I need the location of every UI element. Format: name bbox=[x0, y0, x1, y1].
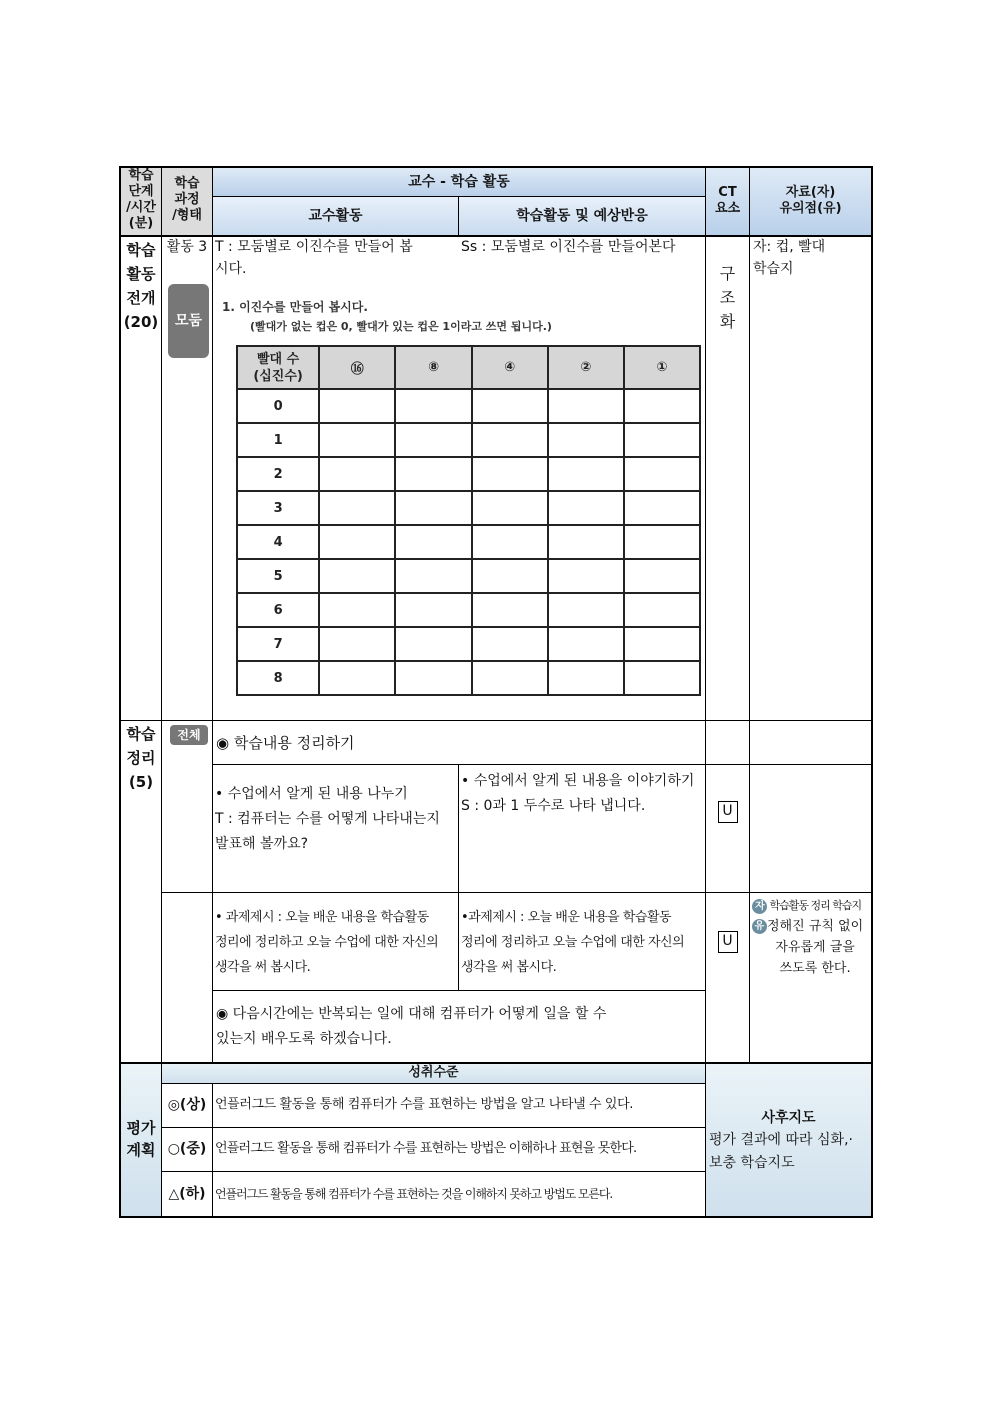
summary-ct-2 bbox=[706, 930, 749, 953]
ct-box: U bbox=[718, 801, 738, 823]
header-process: 학습 과정 /형태 bbox=[172, 176, 202, 223]
col-header-16: ⑯ bbox=[319, 346, 395, 389]
dev-stage: 학습 활동 전개 (20) bbox=[123, 241, 159, 331]
summary-ct-1 bbox=[706, 800, 749, 823]
row-label: 1 bbox=[237, 423, 319, 457]
yu-icon: 유 bbox=[752, 919, 767, 934]
eval-level-label: △(하) bbox=[168, 1186, 206, 1202]
col-header-decimal: 빨대 수 (십진수) bbox=[237, 346, 319, 389]
dev-ct: 구 조 화 bbox=[719, 264, 736, 331]
material-ja: 학습활동 정리 학습지 bbox=[769, 899, 862, 912]
header-materials: 자료(자) 유의점(유) bbox=[779, 185, 842, 216]
row-label: 4 bbox=[237, 525, 319, 559]
row-label: 0 bbox=[237, 389, 319, 423]
eval-stage: 평가 계획 bbox=[126, 1119, 156, 1159]
dev-student: Ss : 모둠별로 이진수를 만들어본다 bbox=[461, 239, 676, 255]
summary-student-2: •과제제시 : 오늘 배운 내용을 학습활동 정리에 정리하고 오늘 수업에 대한 자신의 생각을 써 봅시다. bbox=[461, 910, 685, 975]
summary-teacher-2: • 과제제시 : 오늘 배운 내용을 학습활동 정리에 정리하고 오늘 수업에 대한 자신의 생각을 써 봅시다. bbox=[215, 910, 439, 975]
row-label: 6 bbox=[237, 593, 319, 627]
eval-level-label: ◎(상) bbox=[167, 1097, 207, 1113]
row-label: 2 bbox=[237, 457, 319, 491]
eval-followup-text: 평가 결과에 따라 심화,· 보충 학습지도 bbox=[709, 1132, 853, 1171]
binary-worksheet-table bbox=[236, 345, 701, 696]
worksheet-title: 1. 이진수를 만들어 봅시다. bbox=[222, 300, 368, 314]
material-yu: 정해진 규칙 없이 자유롭게 글을 쓰도록 한다. bbox=[767, 919, 864, 976]
ja-icon: 자 bbox=[752, 899, 767, 914]
eval-criteria-title: 성취수준 bbox=[408, 1065, 459, 1080]
header-teacher-activity: 교수활동 bbox=[308, 208, 363, 224]
dev-teacher: T : 모둠별로 이진수를 만들어 봅 시다. bbox=[215, 239, 413, 277]
eval-level-label: ○(중) bbox=[167, 1141, 207, 1157]
row-label: 8 bbox=[237, 661, 319, 695]
col-header-1: ① bbox=[624, 346, 700, 389]
eval-level-text: 언플러그드 활동을 통해 컴퓨터가 수를 표현하는 방법은 이해하나 표현을 못한다. bbox=[215, 1141, 637, 1156]
header-stage: 학습 단계 /시간 (분) bbox=[126, 168, 156, 231]
header-ct: CT 요소 bbox=[714, 185, 741, 216]
summary-student-1: • 수업에서 알게 된 내용을 이야기하기 S : 0과 1 두수로 나타 냅니다. bbox=[461, 773, 695, 814]
eval-level-text: 언플러그드 활동을 통해 컴퓨터가 수를 표현하는 것을 이해하지 못하고 방법도 모른다. bbox=[215, 1187, 613, 1201]
row-label: 3 bbox=[237, 491, 319, 525]
row-label: 7 bbox=[237, 627, 319, 661]
eval-followup-title: 사후지도 bbox=[761, 1110, 816, 1126]
dev-form-badge: 모둠 bbox=[168, 284, 209, 358]
material-ja-line bbox=[752, 895, 870, 916]
col-header-2: ② bbox=[548, 346, 624, 389]
eval-level-text: 언플러그드 활동을 통해 컴퓨터가 수를 표현하는 방법을 알고 나타낼 수 있다. bbox=[215, 1097, 633, 1112]
summary-closing: ◉ 다음시간에는 반복되는 일에 대해 컴퓨터가 어떻게 일을 할 수 있는지 배우도록 하겠습니다. bbox=[216, 1006, 607, 1047]
material-yu-line bbox=[752, 916, 870, 979]
col-header-8: ⑧ bbox=[395, 346, 471, 389]
dev-materials: 자: 컵, 빨대 학습지 bbox=[753, 239, 826, 277]
col-header-4: ④ bbox=[472, 346, 548, 389]
row-label: 5 bbox=[237, 559, 319, 593]
dev-activity-no: 활동 3 bbox=[166, 239, 208, 255]
ct-box: U bbox=[718, 931, 738, 953]
summary-title: ◉ 학습내용 정리하기 bbox=[216, 734, 355, 752]
summary-badge: 전체 bbox=[170, 725, 208, 745]
summary-teacher-1: • 수업에서 알게 된 내용 나누기 T : 컴퓨터는 수를 어떻게 나타내는지 발표해 볼까요? bbox=[215, 786, 440, 852]
header-activity: 교수 - 학습 활동 bbox=[408, 174, 510, 190]
worksheet-note: (빨대가 없는 컵은 0, 빨대가 있는 컵은 1이라고 쓰면 됩니다.) bbox=[250, 320, 552, 333]
header-student-activity: 학습활동 및 예상반응 bbox=[516, 208, 648, 224]
summary-materials bbox=[752, 895, 870, 979]
worksheet-crop bbox=[230, 700, 704, 719]
summary-stage: 학습 정리 (5) bbox=[126, 725, 156, 791]
